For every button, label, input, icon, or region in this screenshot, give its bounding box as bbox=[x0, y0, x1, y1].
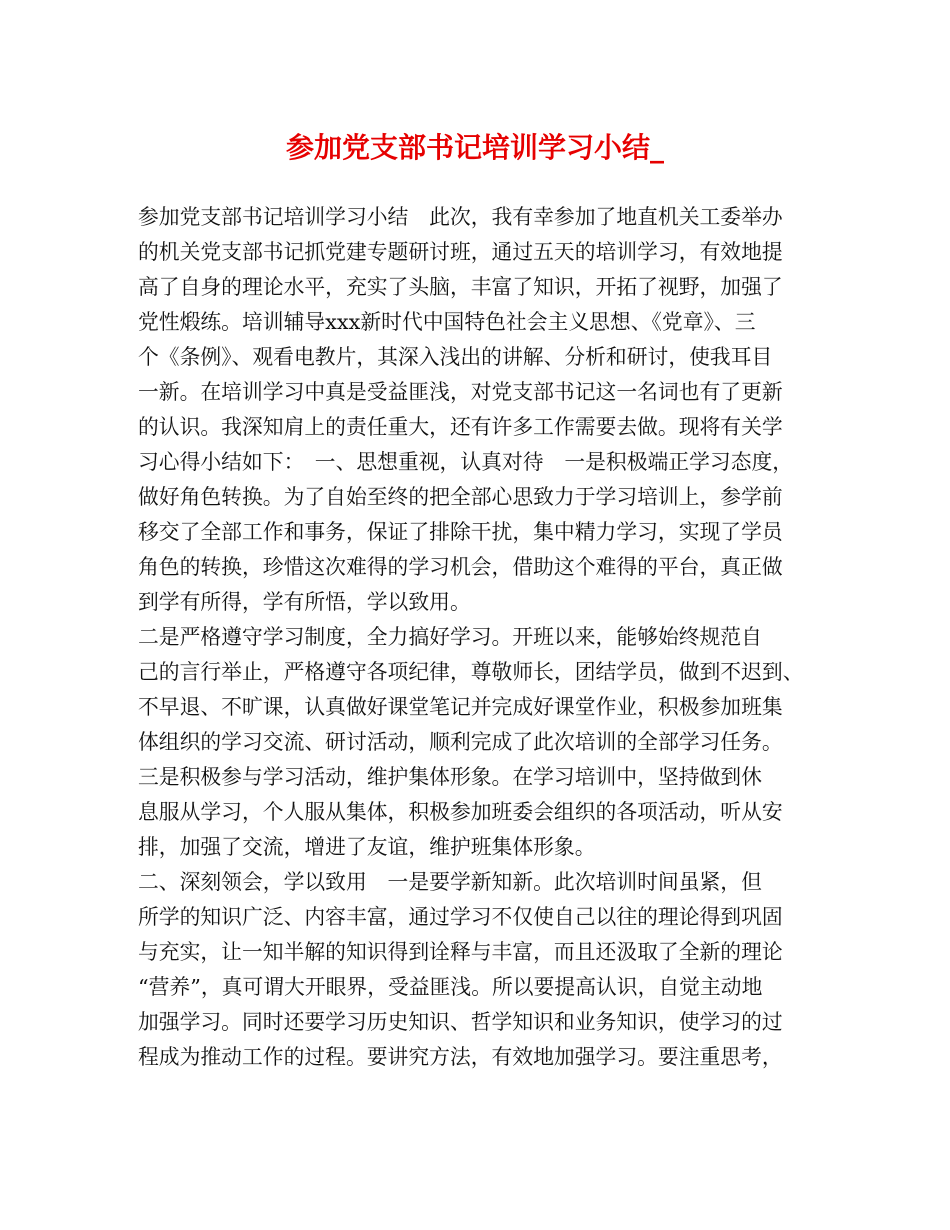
body-line: 所学的知识广泛、内容丰富，通过学习不仅使自己以往的理论得到巩固 bbox=[138, 905, 783, 929]
body-line: 参加党支部书记培训学习小结 此次，我有幸参加了地直机关工委举办 bbox=[138, 205, 783, 229]
body-line: 做好角色转换。为了自始至终的把全部心思致力于学习培训上，参学前 bbox=[138, 485, 783, 509]
body-line: 程成为推动工作的过程。要讲究方法，有效地加强学习。要注重思考， bbox=[138, 1045, 783, 1069]
body-line: 角色的转换，珍惜这次难得的学习机会，借助这个难得的平台，真正做 bbox=[138, 555, 783, 579]
body-line: 党性煅练。培训辅导xxx新时代中国特色社会主义思想、《党章》、三 bbox=[138, 310, 756, 334]
body-line: 息服从学习，个人服从集体，积极参加班委会组织的各项活动，听从安 bbox=[138, 800, 783, 824]
document-title: 参加党支部书记培训学习小结_ bbox=[285, 131, 664, 164]
body-line: “营养”，真可谓大开眼界，受益匪浅。所以要提高认识，自觉主动地 bbox=[138, 975, 763, 999]
body-line: 排，加强了交流，增进了友谊，维护班集体形象。 bbox=[138, 835, 596, 859]
document-body bbox=[138, 200, 818, 1075]
body-line: 一新。在培训学习中真是受益匪浅，对党支部书记这一名词也有了更新 bbox=[138, 380, 783, 404]
body-line: 个《条例》、观看电教片，其深入浅出的讲解、分析和研讨，使我耳目 bbox=[138, 345, 773, 369]
body-line: 习心得小结如下： 一、思想重视，认真对待 一是积极端正学习态度， bbox=[138, 450, 794, 474]
body-line: 的机关党支部书记抓党建专题研讨班，通过五天的培训学习，有效地提 bbox=[138, 240, 783, 264]
body-line: 加强学习。同时还要学习历史知识、哲学知识和业务知识，使学习的过 bbox=[138, 1010, 783, 1034]
body-line: 与充实，让一知半解的知识得到诠释与丰富，而且还汲取了全新的理论 bbox=[138, 940, 783, 964]
body-line: 的认识。我深知肩上的责任重大，还有许多工作需要去做。现将有关学 bbox=[138, 415, 783, 439]
body-line: 不早退、不旷课，认真做好课堂笔记并完成好课堂作业，积极参加班集 bbox=[138, 695, 783, 719]
body-line: 己的言行举止，严格遵守各项纪律，尊敬师长，团结学员，做到不迟到、 bbox=[138, 660, 804, 684]
body-line: 二、深刻领会，学以致用 一是要学新知新。此次培训时间虽紧，但 bbox=[138, 870, 762, 894]
body-line: 高了自身的理论水平，充实了头脑，丰富了知识，开拓了视野，加强了 bbox=[138, 275, 783, 299]
body-line: 三是积极参与学习活动，维护集体形象。在学习培训中，坚持做到休 bbox=[138, 765, 762, 789]
body-line: 到学有所得，学有所悟，学以致用。 bbox=[138, 590, 471, 614]
body-line: 二是严格遵守学习制度，全力搞好学习。开班以来，能够始终规范自 bbox=[138, 625, 762, 649]
body-line: 移交了全部工作和事务，保证了排除干扰，集中精力学习，实现了学员 bbox=[138, 520, 783, 544]
body-line: 体组织的学习交流、研讨活动，顺利完成了此次培训的全部学习任务。 bbox=[138, 730, 783, 754]
